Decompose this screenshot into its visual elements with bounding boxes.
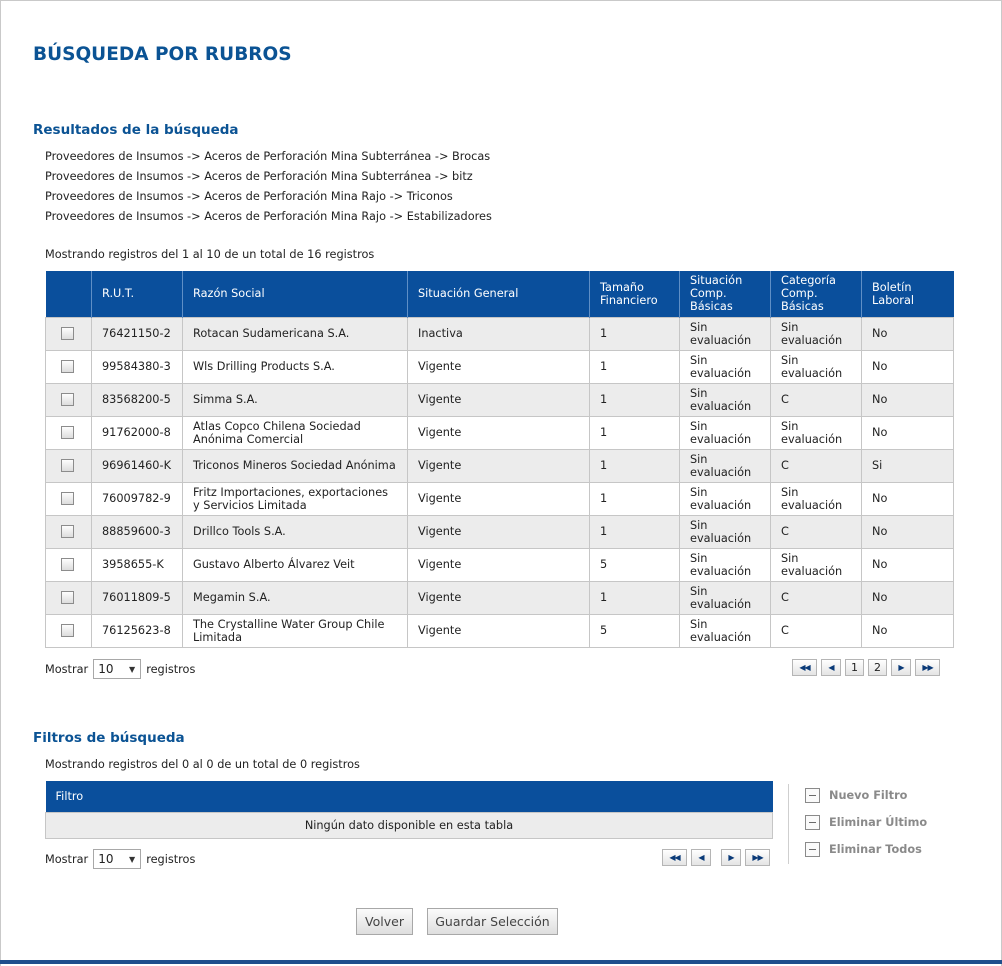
filters-pagination — [658, 849, 770, 866]
select-cell — [46, 350, 92, 383]
column-header-razon-social[interactable]: Razón Social — [183, 271, 408, 317]
show-suffix: registros — [146, 662, 196, 676]
tamano-financiero-cell: 1 — [590, 482, 680, 515]
situacion-general-cell: Vigente — [408, 449, 590, 482]
rut-cell: 91762000-8 — [92, 416, 183, 449]
select-cell — [46, 449, 92, 482]
empty-table-message: Ningún dato disponible en esta tabla — [46, 812, 773, 838]
new-filter-label: Nuevo Filtro — [829, 789, 908, 802]
situacion-comp-cell: Sin evaluación — [680, 350, 771, 383]
column-header-situacion-general[interactable]: Situación General — [408, 271, 590, 317]
rut-cell: 76011809-5 — [92, 581, 183, 614]
remove-all-label: Eliminar Todos — [829, 843, 922, 856]
row-checkbox[interactable] — [61, 393, 74, 406]
last-page-button[interactable]: ▶▶ — [915, 659, 940, 676]
tamano-financiero-cell: 1 — [590, 581, 680, 614]
save-selection-button[interactable]: Guardar Selección — [427, 908, 558, 935]
row-checkbox[interactable] — [61, 360, 74, 373]
first-page-button[interactable]: ◀◀ — [662, 849, 687, 866]
situacion-general-cell: Inactiva — [408, 317, 590, 350]
select-cell — [46, 581, 92, 614]
categoria-comp-cell: C — [771, 614, 862, 647]
show-label: Mostrar — [45, 662, 89, 676]
situacion-general-cell: Vigente — [408, 383, 590, 416]
next-page-button[interactable]: ▶ — [721, 849, 741, 866]
tamano-financiero-cell: 1 — [590, 350, 680, 383]
situacion-general-cell: Vigente — [408, 416, 590, 449]
new-filter-action[interactable] — [805, 782, 927, 809]
category-path: Proveedores de Insumos -> Aceros de Perforación Mina Subterránea -> bitz — [45, 170, 473, 183]
minus-box-icon — [805, 815, 820, 830]
razon-social-cell: Rotacan Sudamericana S.A. — [183, 317, 408, 350]
divider — [788, 784, 789, 864]
situacion-general-cell: Vigente — [408, 581, 590, 614]
filters-length-control — [45, 849, 195, 869]
razon-social-cell: Gustavo Alberto Álvarez Veit — [183, 548, 408, 581]
tamano-financiero-cell: 5 — [590, 614, 680, 647]
filters-info: Mostrando registros del 0 al 0 de un total de 0 registros — [45, 758, 360, 771]
select-cell — [46, 317, 92, 350]
back-button[interactable]: Volver — [356, 908, 413, 935]
category-path: Proveedores de Insumos -> Aceros de Perforación Mina Rajo -> Estabilizadores — [45, 210, 492, 223]
categoria-comp-cell: Sin evaluación — [771, 548, 862, 581]
tamano-financiero-cell: 1 — [590, 449, 680, 482]
results-length-control — [45, 659, 195, 679]
show-suffix: registros — [146, 852, 196, 866]
razon-social-cell: Triconos Mineros Sociedad Anónima — [183, 449, 408, 482]
select-cell — [46, 416, 92, 449]
table-row — [46, 449, 954, 482]
footer-rule — [0, 960, 1002, 964]
situacion-general-cell: Vigente — [408, 515, 590, 548]
categoria-comp-cell: Sin evaluación — [771, 482, 862, 515]
rut-cell: 99584380-3 — [92, 350, 183, 383]
rut-cell: 3958655-K — [92, 548, 183, 581]
remove-all-filters-action[interactable] — [805, 836, 927, 863]
previous-page-button[interactable]: ◀ — [821, 659, 841, 676]
page-title: BÚSQUEDA POR RUBROS — [33, 44, 292, 65]
page-size-select[interactable] — [93, 659, 141, 679]
column-header-rut[interactable]: R.U.T. — [92, 271, 183, 317]
category-path: Proveedores de Insumos -> Aceros de Perforación Mina Subterránea -> Brocas — [45, 150, 491, 163]
situacion-general-cell: Vigente — [408, 614, 590, 647]
situacion-comp-cell: Sin evaluación — [680, 581, 771, 614]
filters-section-title: Filtros de búsqueda — [33, 730, 185, 746]
row-checkbox[interactable] — [61, 591, 74, 604]
situacion-comp-cell: Sin evaluación — [680, 515, 771, 548]
filters-table — [45, 781, 773, 839]
results-table — [45, 271, 954, 648]
razon-social-cell: Simma S.A. — [183, 383, 408, 416]
row-checkbox[interactable] — [61, 624, 74, 637]
table-row — [46, 416, 954, 449]
situacion-general-cell: Vigente — [408, 482, 590, 515]
boletin-laboral-cell: No — [862, 581, 954, 614]
page-size-value: 10 — [98, 852, 114, 866]
razon-social-cell: Drillco Tools S.A. — [183, 515, 408, 548]
table-row — [46, 548, 954, 581]
razon-social-cell: Wls Drilling Products S.A. — [183, 350, 408, 383]
boletin-laboral-cell: No — [862, 317, 954, 350]
tamano-financiero-cell: 5 — [590, 548, 680, 581]
tamano-financiero-cell: 1 — [590, 515, 680, 548]
table-row — [46, 383, 954, 416]
filter-actions — [805, 782, 927, 863]
situacion-general-cell: Vigente — [408, 350, 590, 383]
table-row — [46, 515, 954, 548]
page-size-value: 10 — [98, 662, 114, 676]
remove-last-filter-action[interactable] — [805, 809, 927, 836]
rut-cell: 83568200-5 — [92, 383, 183, 416]
category-path: Proveedores de Insumos -> Aceros de Perforación Mina Rajo -> Triconos — [45, 190, 453, 203]
remove-last-label: Eliminar Último — [829, 816, 928, 829]
select-cell — [46, 548, 92, 581]
select-cell — [46, 515, 92, 548]
tamano-financiero-cell: 1 — [590, 416, 680, 449]
categoria-comp-cell: Sin evaluación — [771, 416, 862, 449]
situacion-comp-cell: Sin evaluación — [680, 449, 771, 482]
first-page-button[interactable]: ◀◀ — [792, 659, 817, 676]
boletin-laboral-cell: No — [862, 350, 954, 383]
row-checkbox[interactable] — [61, 525, 74, 538]
boletin-laboral-cell: No — [862, 482, 954, 515]
table-row — [46, 614, 954, 647]
results-section-title: Resultados de la búsqueda — [33, 122, 239, 138]
page-1-button[interactable]: 1 — [845, 659, 864, 676]
boletin-laboral-cell: No — [862, 614, 954, 647]
previous-page-button[interactable]: ◀ — [691, 849, 711, 866]
last-page-button[interactable]: ▶▶ — [745, 849, 770, 866]
boletin-laboral-cell: No — [862, 383, 954, 416]
categoria-comp-cell: C — [771, 383, 862, 416]
situacion-general-cell: Vigente — [408, 548, 590, 581]
situacion-comp-cell: Sin evaluación — [680, 416, 771, 449]
situacion-comp-cell: Sin evaluación — [680, 383, 771, 416]
rut-cell: 76125623-8 — [92, 614, 183, 647]
situacion-comp-cell: Sin evaluación — [680, 614, 771, 647]
page-2-button[interactable]: 2 — [868, 659, 887, 676]
row-checkbox[interactable] — [61, 558, 74, 571]
chevron-down-icon: ▼ — [129, 854, 136, 864]
row-checkbox[interactable] — [61, 492, 74, 505]
table-row — [46, 350, 954, 383]
tamano-financiero-cell: 1 — [590, 317, 680, 350]
razon-social-cell: Atlas Copco Chilena Sociedad Anónima Comercial — [183, 416, 408, 449]
boletin-laboral-cell: No — [862, 416, 954, 449]
table-row — [46, 482, 954, 515]
rut-cell: 76421150-2 — [92, 317, 183, 350]
category-path-list — [45, 150, 492, 230]
boletin-laboral-cell: No — [862, 548, 954, 581]
minus-box-icon — [805, 788, 820, 803]
select-cell — [46, 383, 92, 416]
situacion-comp-cell: Sin evaluación — [680, 317, 771, 350]
boletin-laboral-cell: No — [862, 515, 954, 548]
row-checkbox[interactable] — [61, 459, 74, 472]
situacion-comp-cell: Sin evaluación — [680, 548, 771, 581]
rut-cell: 88859600-3 — [92, 515, 183, 548]
column-header-filtro[interactable]: Filtro — [46, 781, 773, 812]
select-cell — [46, 614, 92, 647]
razon-social-cell: The Crystalline Water Group Chile Limitada — [183, 614, 408, 647]
categoria-comp-cell: Sin evaluación — [771, 317, 862, 350]
razon-social-cell: Megamin S.A. — [183, 581, 408, 614]
categoria-comp-cell: Sin evaluación — [771, 350, 862, 383]
column-header-boletin-laboral[interactable]: Boletín Laboral — [862, 271, 954, 317]
column-header-select — [46, 271, 92, 317]
row-checkbox[interactable] — [61, 327, 74, 340]
next-page-button[interactable]: ▶ — [891, 659, 911, 676]
rut-cell: 76009782-9 — [92, 482, 183, 515]
filters-page-size-select[interactable] — [93, 849, 141, 869]
situacion-comp-cell: Sin evaluación — [680, 482, 771, 515]
row-checkbox[interactable] — [61, 426, 74, 439]
table-row — [46, 317, 954, 350]
categoria-comp-cell: C — [771, 515, 862, 548]
minus-box-icon — [805, 842, 820, 857]
rut-cell: 96961460-K — [92, 449, 183, 482]
results-pagination — [788, 659, 940, 676]
column-header-tamano-financiero[interactable]: Tamaño Financiero — [590, 271, 680, 317]
categoria-comp-cell: C — [771, 449, 862, 482]
chevron-down-icon: ▼ — [129, 664, 136, 674]
results-info: Mostrando registros del 1 al 10 de un total de 16 registros — [45, 248, 375, 261]
table-row — [46, 581, 954, 614]
categoria-comp-cell: C — [771, 581, 862, 614]
tamano-financiero-cell: 1 — [590, 383, 680, 416]
select-cell — [46, 482, 92, 515]
table-header-row — [46, 271, 954, 317]
show-label: Mostrar — [45, 852, 89, 866]
razon-social-cell: Fritz Importaciones, exportaciones y Servicios Limitada — [183, 482, 408, 515]
column-header-categoria-comp[interactable]: Categoría Comp. Básicas — [771, 271, 862, 317]
boletin-laboral-cell: Si — [862, 449, 954, 482]
column-header-situacion-comp[interactable]: Situación Comp. Básicas — [680, 271, 771, 317]
